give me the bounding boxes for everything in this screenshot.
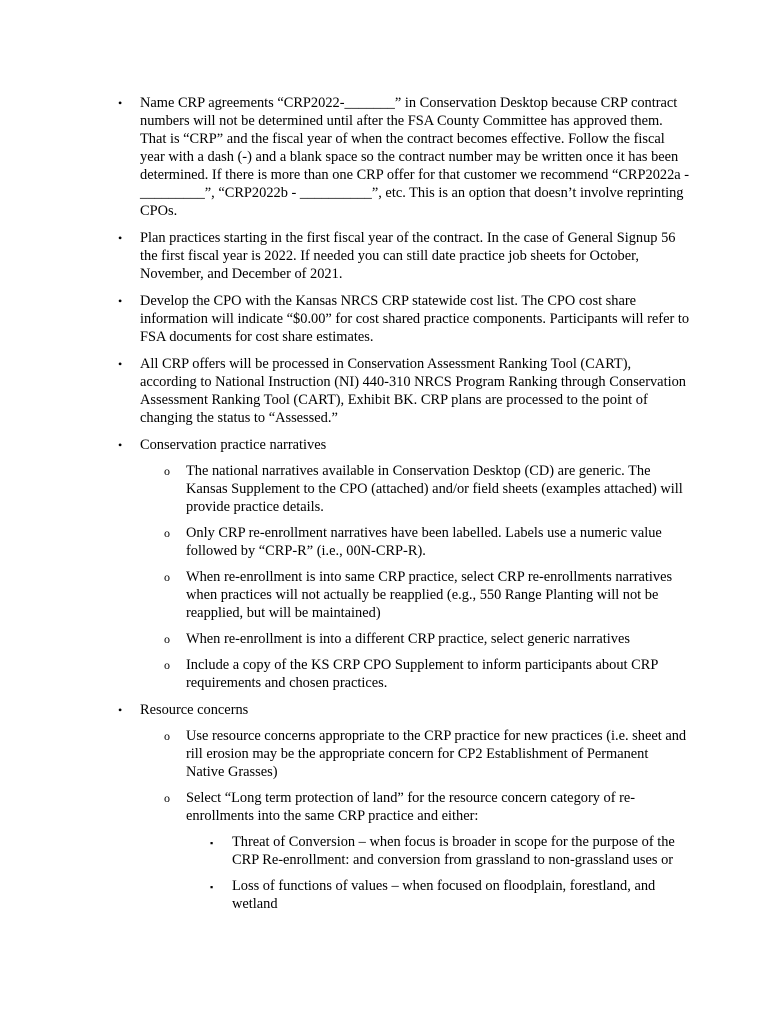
sub-list-item	[164, 727, 690, 781]
sub-bullet-marker: o	[164, 729, 170, 743]
sub-bullet-marker: o	[164, 464, 170, 478]
list-item	[0, 94, 690, 220]
sub-list-item	[164, 789, 690, 913]
bullet-marker: •	[118, 96, 123, 110]
sub-item-text: Select “Long term protection of land” for the resource concern category of re-enrollments into the same CRP practice and either:	[186, 790, 636, 824]
sub-bullet-marker: o	[164, 791, 170, 805]
bullet-marker: •	[118, 294, 123, 308]
sub-list-item	[164, 568, 690, 622]
sub-sub-item-text: Threat of Conversion – when focus is broader in scope for the purpose of the CRP Re-enrollment: and conversion from grassland to non-grassland uses or	[232, 834, 675, 868]
item-text: Name CRP agreements “CRP2022-_______” in Conservation Desktop because CRP contract numbers will not be determined until after the FSA County Committee has approved them. That is “CRP” and the fiscal year of when the contract becomes effective. Follow the fiscal year with a dash (-) and a blank space so the contract number may be written once it has been determined. If there is more than one CRP offer for that customer we recommend “CRP2022a - _________”, “CRP2022b - __________”, etc. This is an option that doesn’t involve reprinting CPOs.	[140, 95, 690, 219]
sub-bullet-marker: o	[164, 632, 170, 646]
bullet-marker: •	[118, 231, 123, 245]
sub-item-text: When re-enrollment is into a different CRP practice, select generic narratives	[186, 631, 630, 647]
sub-bullet-marker: o	[164, 526, 170, 540]
item-text: Resource concerns	[140, 702, 249, 718]
sub-sub-list-item	[210, 877, 690, 913]
sub-list-item	[164, 656, 690, 692]
sub-sub-item-text: Loss of functions of values – when focused on floodplain, forestland, and wetland	[232, 878, 656, 912]
bullet-marker: •	[118, 357, 123, 371]
sub-list-item	[164, 462, 690, 516]
instruction-list	[0, 94, 690, 913]
sub-item-text: When re-enrollment is into same CRP practice, select CRP re-enrollments narratives when practices will not actually be reapplied (e.g., 550 Range Planting will not be reapplied, but will be maintained)	[186, 569, 673, 621]
sub-list-item	[164, 524, 690, 560]
list-item	[0, 355, 690, 427]
square-bullet-marker: ▪	[210, 838, 214, 848]
bullet-marker: •	[118, 438, 123, 452]
sub-item-text: The national narratives available in Conservation Desktop (CD) are generic. The Kansas Supplement to the CPO (attached) and/or field sheets (examples attached) will provide practice details.	[186, 463, 683, 515]
sub-list-item	[164, 630, 690, 648]
sub-item-text: Use resource concerns appropriate to the CRP practice for new practices (i.e. sheet and rill erosion may be the appropriate concern for CP2 Establishment of Permanent Native Grasses)	[186, 728, 687, 780]
item-text: All CRP offers will be processed in Conservation Assessment Ranking Tool (CART), according to National Instruction (NI) 440-310 NRCS Program Ranking through Conservation Assessment Ranking Tool (CART), Exhibit BK. CRP plans are processed to the point of changing the status to “Assessed.”	[140, 356, 686, 426]
item-text: Develop the CPO with the Kansas NRCS CRP statewide cost list. The CPO cost share information will indicate “$0.00” for cost shared practice components. Participants will refer to FSA documents for cost share estimates.	[140, 293, 690, 345]
item-text: Conservation practice narratives	[140, 437, 327, 453]
bullet-marker: •	[118, 703, 123, 717]
list-item	[0, 292, 690, 346]
sub-list-narratives	[140, 462, 690, 692]
sub-bullet-marker: o	[164, 570, 170, 584]
list-item	[0, 229, 690, 283]
list-item	[0, 701, 690, 913]
sub-sub-list-item	[210, 833, 690, 869]
sub-bullet-marker: o	[164, 658, 170, 672]
sub-list-resource-concerns	[140, 727, 690, 913]
sub-item-text: Include a copy of the KS CRP CPO Supplement to inform participants about CRP requirements and chosen practices.	[186, 657, 658, 691]
item-text: Plan practices starting in the first fiscal year of the contract. In the case of General Signup 56 the first fiscal year is 2022. If needed you can still date practice job sheets for October, November, and December of 2021.	[140, 230, 676, 282]
square-bullet-marker: ▪	[210, 882, 214, 892]
sub-item-text: Only CRP re-enrollment narratives have been labelled. Labels use a numeric value followed by “CRP-R” (i.e., 00N-CRP-R).	[186, 525, 662, 559]
sub-sub-list	[186, 833, 690, 913]
list-item	[0, 436, 690, 692]
